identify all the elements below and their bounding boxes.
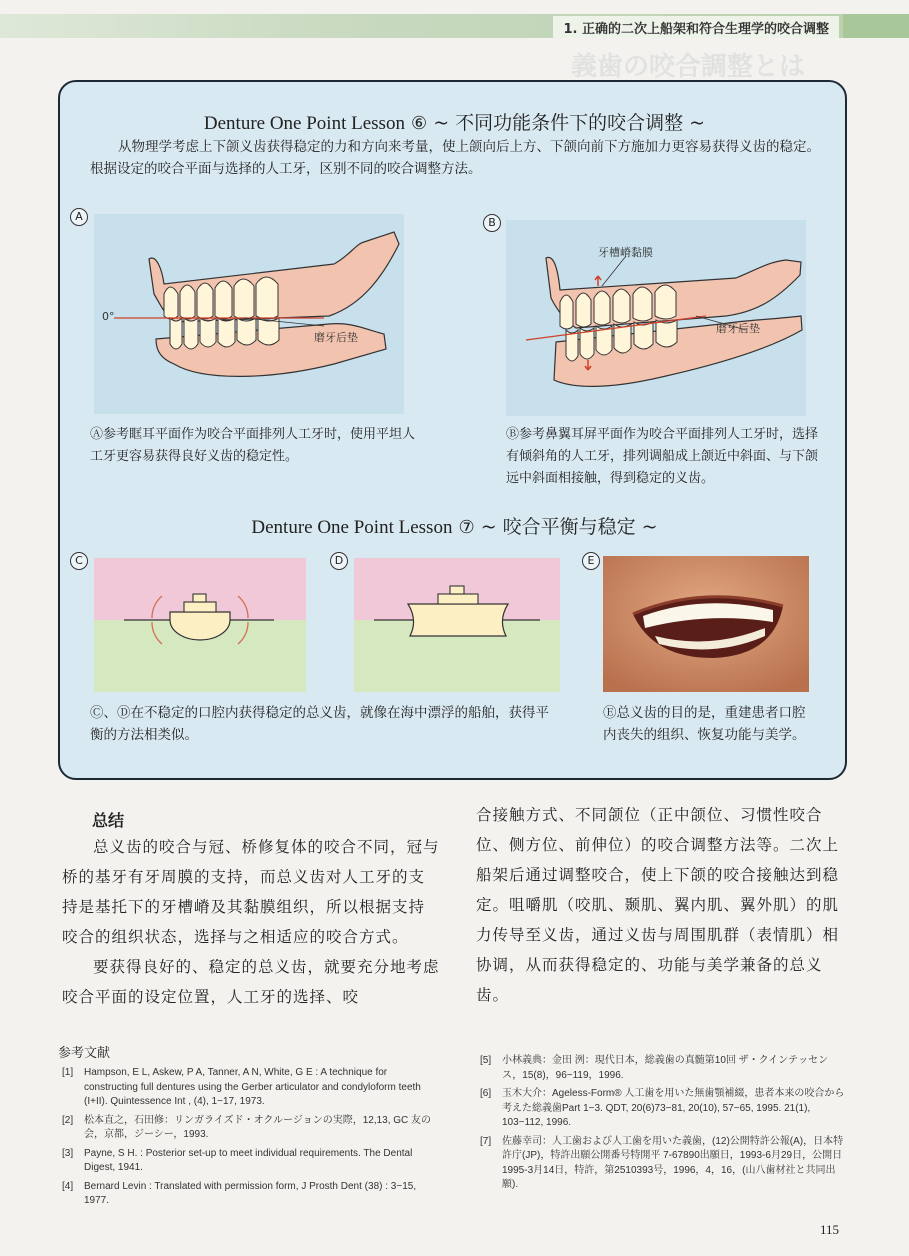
header-tab	[843, 14, 909, 38]
panel-b-letter: B	[483, 214, 501, 232]
panel-e-letter: E	[582, 552, 600, 570]
reference-item: [5] 小林義典：金田 洌：現代日本，総義歯の真髄第10回 ザ・クインテッセンス，15(8)，96−119，1996.	[480, 1055, 829, 1081]
reference-item: [7] 佐藤幸司：人工歯および人工歯を用いた義歯，(12)公開特許公報(A)，日本特許庁(JP)，特許出願公開番号特開平 7-67890出願日，1993-6月29日，公開日1995-3月14日，特許，第2510393号，1996，4，16，(山八歯材社と共同出願).	[480, 1135, 844, 1190]
panel-a-caption: Ⓐ参考眶耳平面作为咬合平面排列人工牙时，使用平坦人工牙更容易获得良好义齿的稳定性。	[90, 427, 416, 464]
panel-b-caption: Ⓑ参考鼻翼耳屏平面作为咬合平面排列人工牙时，选择有倾斜角的人工牙，排列调船成上颌近中斜面、与下颌远中斜面相接触，得到稳定的义齿。	[506, 427, 819, 486]
reference-item: [3] Payne, S H. : Posterior set-up to meet individual requirements. The Dental Digest, 1941.	[62, 1147, 413, 1173]
references-title: 参考文献	[58, 1046, 111, 1061]
panel-b-illustration	[506, 220, 806, 416]
summary-right-p: 合接触方式、不同颌位（正中颌位、习惯性咬合位、侧方位、前伸位）的咬合调整方法等。二次上船架后通过调整咬合，使上下颌的咬合接触达到稳定。咀嚼肌（咬肌、颞肌、翼内肌、翼外肌）的肌力传导至义齿，通过义齿与周围肌群（表情肌）相协调，从而获得稳定的、功能与美学兼备的总义齿。	[476, 806, 840, 1004]
reference-item: [1] Hampson, E L, Askew, P A, Tanner, A N, White, G E : A technique for constructing full dentures using the Gerber articulator and condyloform teeth (I+II). Quintessence Int , (4), 1−17, 1973.	[62, 1067, 421, 1107]
panel-a-illustration	[94, 214, 404, 414]
references-left	[62, 1066, 432, 1213]
summary-right-column	[476, 800, 848, 1010]
panel-d-illustration	[354, 558, 560, 692]
caption-cd: Ⓒ、Ⓓ在不稳定的口腔内获得稳定的总义齿，就像在海中漂浮的船舶，获得平衡的方法相类似。	[90, 705, 549, 743]
lesson-box	[58, 80, 847, 780]
ridge-label: 牙槽嵴黏膜	[598, 246, 653, 259]
panel-a-letter: A	[70, 208, 88, 226]
panel-c-letter: C	[70, 552, 88, 570]
pad-label-a: 磨牙后垫	[314, 331, 358, 344]
references-right	[480, 1054, 848, 1197]
lesson6-title: Denture One Point Lesson ⑥ ~ 不同功能条件下的咬合调整 ~	[203, 112, 706, 134]
ghost-title: 義歯の咬合調整とは	[571, 52, 806, 80]
summary-left-column	[62, 832, 440, 1012]
reference-item: [2] 松本直之，石田修：リンガライズド・オクルージョンの実際，12,13, GC 友の会，京都，ジーシー，1993.	[62, 1114, 432, 1140]
caption-e: Ⓔ总义齿的目的是，重建患者口腔内丧失的组织、恢复功能与美学。	[603, 705, 806, 743]
lesson7-title: Denture One Point Lesson ⑦ ~ 咬合平衡与稳定 ~	[251, 516, 658, 538]
panel-c-illustration	[94, 558, 306, 692]
pad-label-b: 磨牙后垫	[716, 322, 760, 335]
summary-heading: 总结	[92, 811, 125, 830]
summary-left-p2: 要获得良好的、稳定的总义齿，就要充分地考虑咬合平面的设定位置，人工牙的选择、咬	[62, 958, 440, 1006]
angle-label: 0°	[102, 310, 115, 323]
panel-e-photo	[603, 556, 809, 692]
panel-d-letter: D	[330, 552, 348, 570]
page-number: 115	[819, 1222, 839, 1237]
reference-item: [4] Bernard Levin : Translated with permission form, J Prosth Dent (38) : 3−15, 1977.	[62, 1180, 417, 1206]
reference-item: [6] 玉木大介：Ageless-Form® 人工歯を用いた無歯顎補綴，患者本来の咬合から考えた総義歯Part 1−3. QDT, 20(6)73−81, 20(10), 57−65, 1995. 21(1), 103−112, 1996.	[480, 1088, 845, 1128]
lesson6-intro: 从物理学考虑上下颌义齿获得稳定的力和方向来考量，使上颌向后上方、下颌向前下方施加力更容易获得义齿的稳定。根据设定的咬合平面与选择的人工牙，区别不同的咬合调整方法。	[90, 139, 820, 177]
summary-left-p1: 总义齿的咬合与冠、桥修复体的咬合不同，冠与桥的基牙有牙周膜的支持，而总义齿对人工牙的支持是基托下的牙槽嵴及其黏膜组织，所以根据支持咬合的组织状态，选择与之相适应的咬合方式。	[62, 838, 440, 946]
section-title: 1. 正确的二次上船架和符合生理学的咬合调整	[553, 16, 839, 38]
